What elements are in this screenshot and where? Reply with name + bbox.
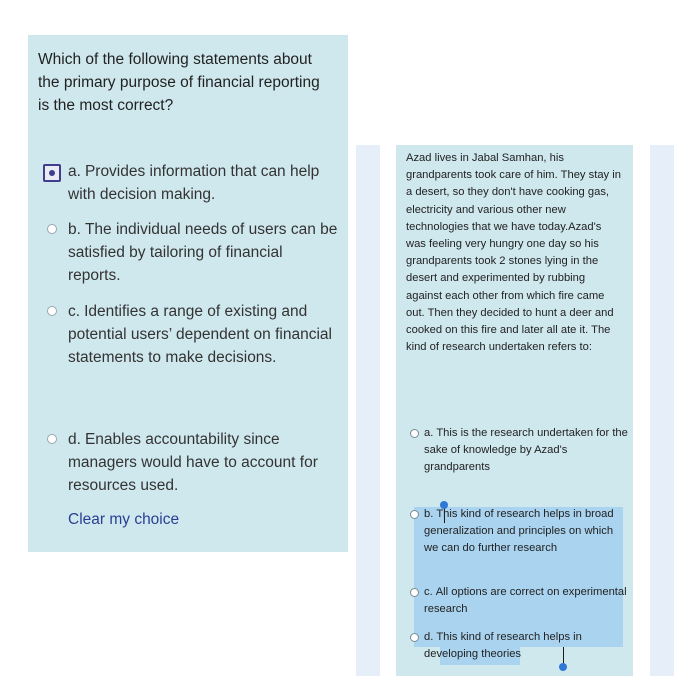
option-text: Identifies a range of existing and potential users’ dependent on financial statements to make decisions. (68, 303, 332, 366)
option-letter: d. (424, 631, 434, 643)
option-a[interactable] (406, 425, 630, 477)
question-text: Which of the following statements about the primary purpose of financial reporting is the most correct? (38, 51, 320, 114)
radio-unselected-icon[interactable] (410, 510, 419, 519)
radio-unselected-icon[interactable] (47, 306, 57, 316)
option-letter: b. (68, 221, 81, 238)
option-d[interactable] (42, 428, 338, 497)
option-a[interactable] (42, 160, 338, 206)
option-letter: b. (424, 508, 434, 520)
option-text: All options are correct on experimental research (424, 586, 627, 616)
right-margin-stripe (650, 145, 674, 676)
clear-choice-link[interactable]: Clear my choice (68, 511, 180, 528)
option-b[interactable] (42, 218, 338, 287)
option-d[interactable] (406, 629, 630, 663)
option-letter: d. (68, 431, 81, 448)
option-text: This kind of research helps in broad generalization and principles on which we can do further research (424, 508, 614, 555)
option-letter: c. (424, 586, 433, 598)
option-c[interactable] (42, 300, 338, 369)
radio-selected-icon[interactable] (43, 164, 61, 182)
radio-unselected-icon[interactable] (410, 429, 419, 438)
option-text: The individual needs of users can be satisfied by tailoring of financial reports. (68, 221, 338, 284)
radio-unselected-icon[interactable] (47, 224, 57, 234)
radio-unselected-icon[interactable] (47, 434, 57, 444)
option-text: This kind of research helps in developing theories (424, 631, 582, 661)
option-text: This is the research undertaken for the sake of knowledge by Azad's grandparents (424, 427, 628, 474)
option-c[interactable] (406, 584, 630, 618)
option-text: Provides information that can help with decision making. (68, 163, 320, 203)
selection-end-handle[interactable] (559, 663, 567, 671)
question-text: Azad lives in Jabal Samhan, his grandparents took care of him. They stay in a desert, so they don't have cooking gas, electricity and various other new technologies that we have today.Azad's was feeling very hungry one day so his grandparents took 2 stones lying in the desert and experimented by rubbing against each other from which fire came out. Then they decided to hunt a deer and cooked on this fire and later all ate it. The kind of research undertaken refers to: (406, 152, 621, 354)
option-b[interactable] (406, 506, 630, 558)
research-question-panel (396, 145, 633, 676)
radio-unselected-icon[interactable] (410, 588, 419, 597)
left-margin-stripe (356, 145, 380, 676)
financial-reporting-question-panel (28, 35, 348, 552)
option-text: Enables accountability since managers would have to account for resources used. (68, 431, 318, 494)
radio-unselected-icon[interactable] (410, 633, 419, 642)
option-letter: a. (424, 427, 434, 439)
option-letter: a. (68, 163, 81, 180)
option-letter: c. (68, 303, 81, 320)
